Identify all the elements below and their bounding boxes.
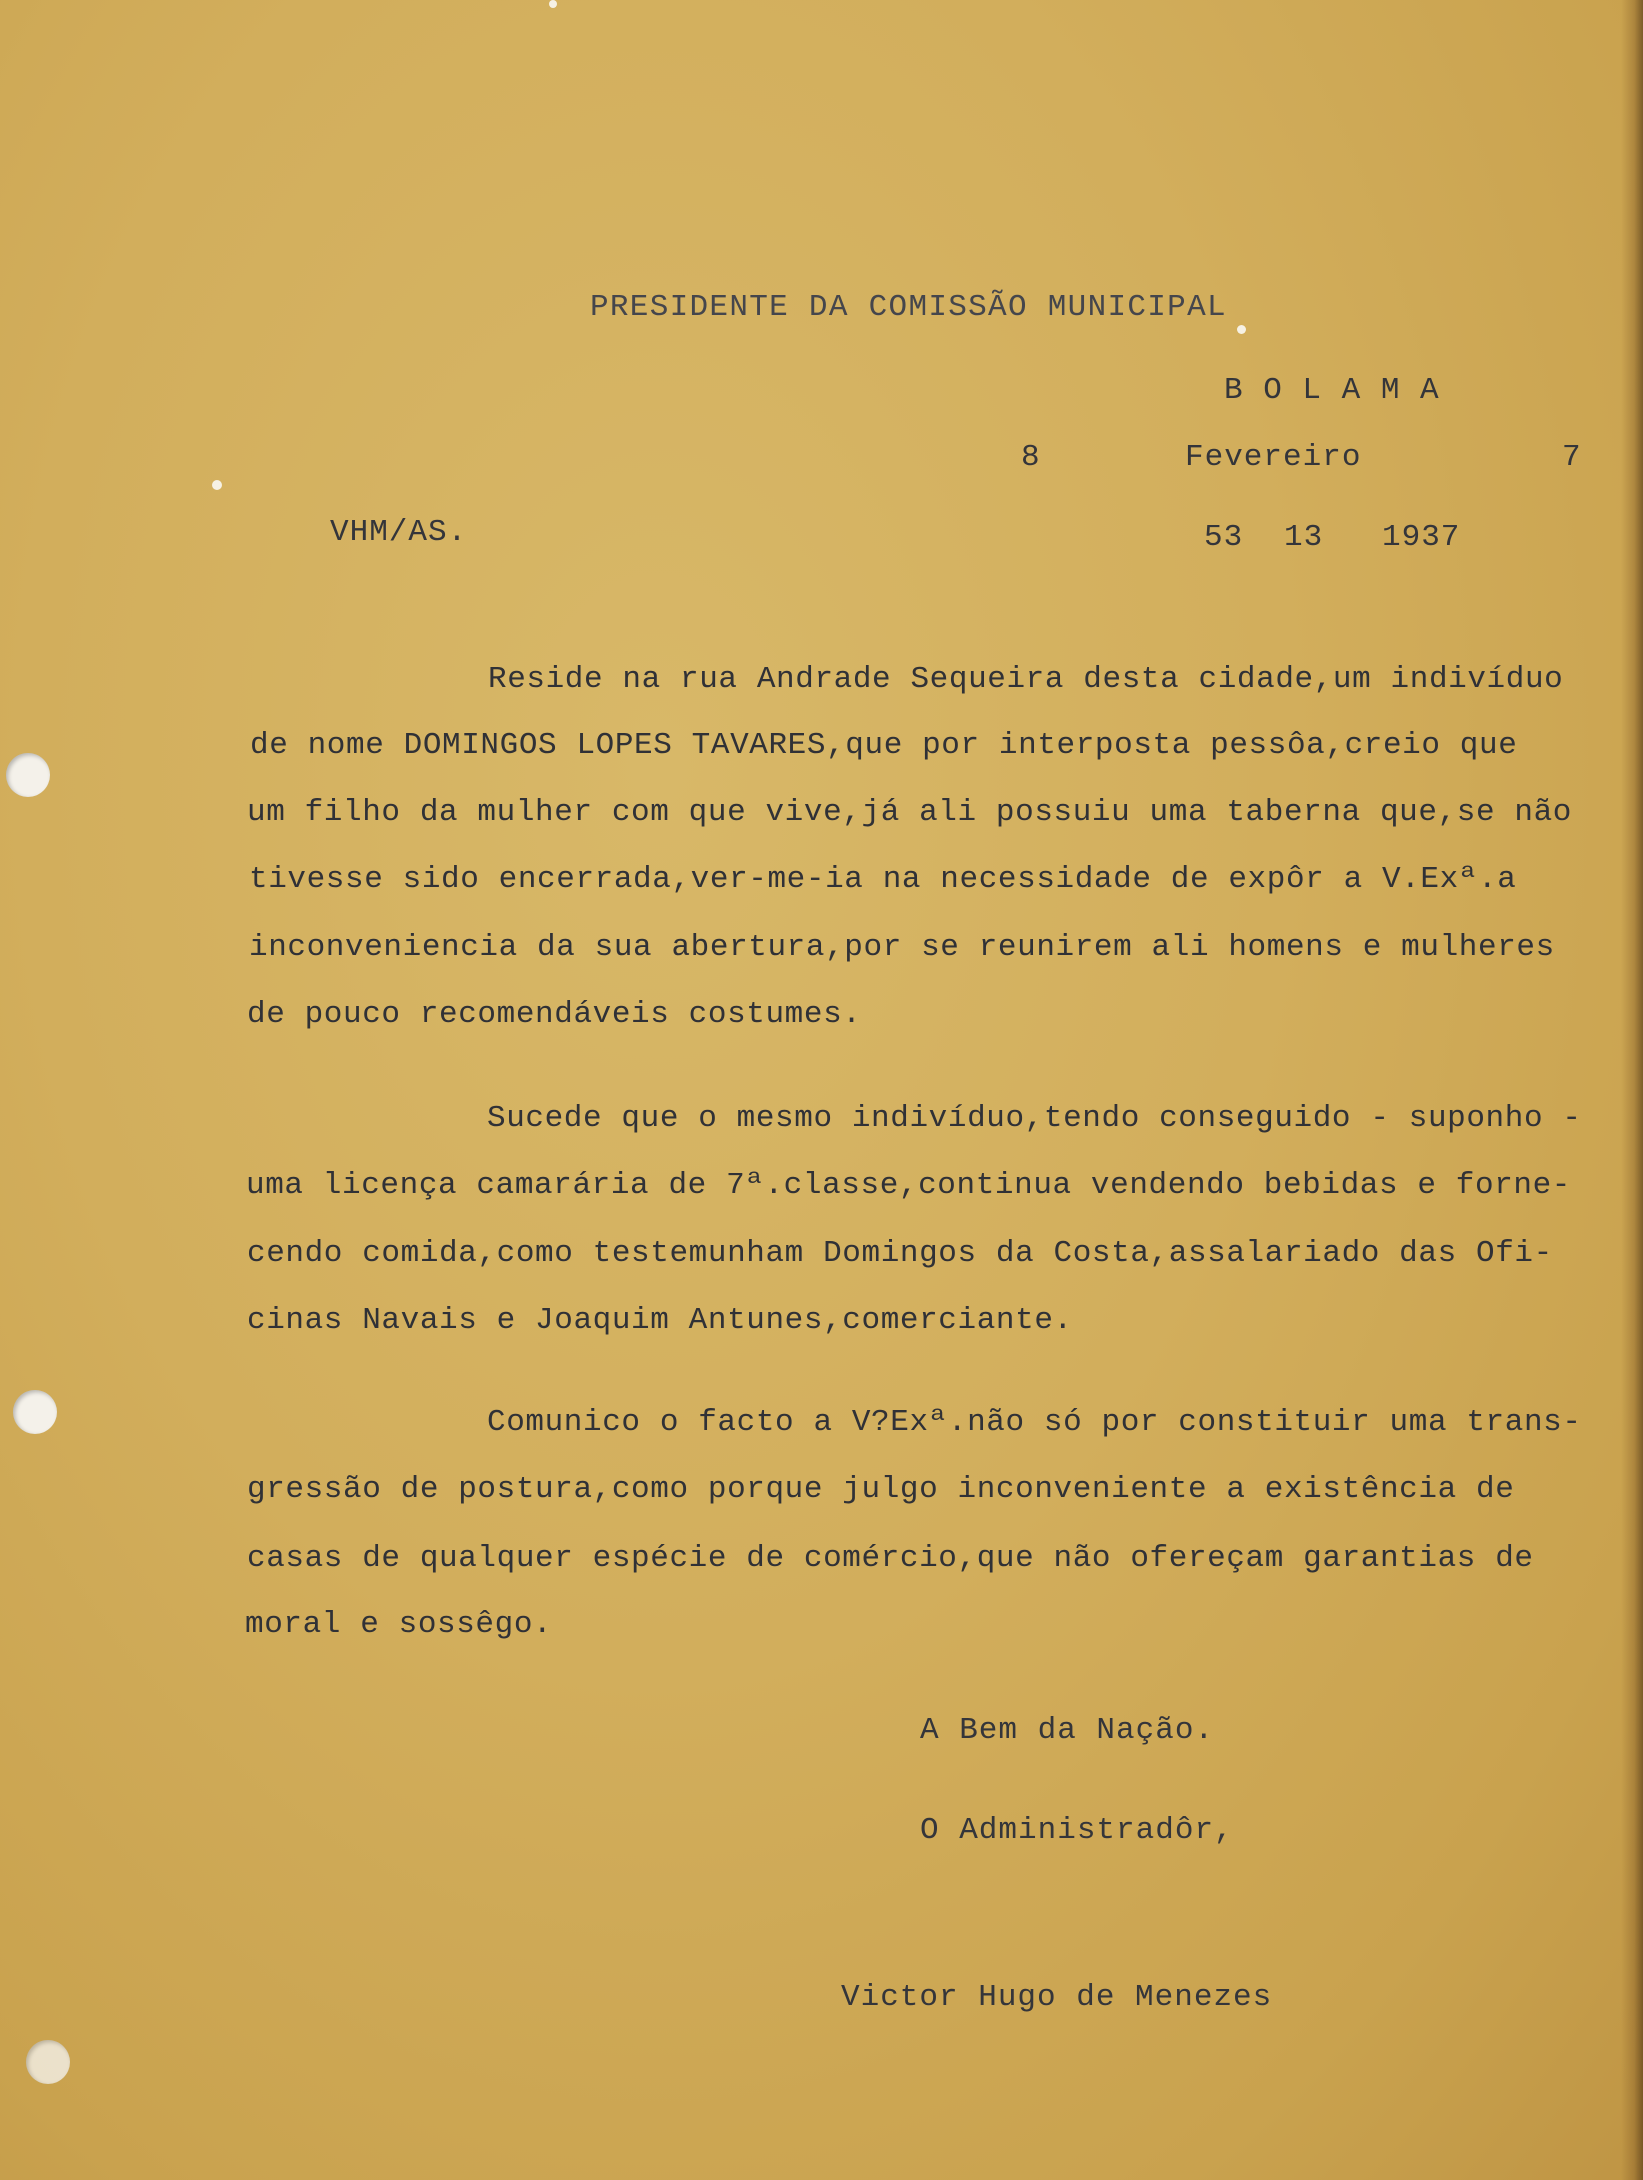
paragraph-1-line-3: um filho da mulher com que vive,já ali possuiu uma taberna que,se não xyxy=(247,795,1573,830)
paragraph-1-line-4: tivesse sido encerrada,ver-me-ia na necessidade de expôr a V.Exª.a xyxy=(249,862,1517,897)
paper-speck xyxy=(549,0,557,8)
date-year-digit: 7 xyxy=(1562,440,1582,475)
punch-hole-middle xyxy=(13,1390,57,1434)
paragraph-2-line-4: cinas Navais e Joaquim Antunes,comerciante. xyxy=(247,1303,1073,1338)
paragraph-3-line-2: gressão de postura,como porque julgo inconveniente a existência de xyxy=(247,1472,1515,1507)
paragraph-2-line-3: cendo comida,como testemunham Domingos da Costa,assalariado das Ofi- xyxy=(247,1236,1553,1271)
date-day: 8 xyxy=(1021,440,1041,475)
paragraph-3-line-1: Comunico o facto a V?Exª.não só por constituir uma trans- xyxy=(487,1405,1582,1440)
closing-salutation: A Bem da Nação. xyxy=(920,1713,1215,1748)
paragraph-1-line-5: inconveniencia da sua abertura,por se reunirem ali homens e mulheres xyxy=(249,930,1555,965)
paragraph-2-line-2: uma licença camarária de 7ª.classe,continua vendendo bebidas e forne- xyxy=(246,1168,1572,1203)
paragraph-1-line-2: de nome DOMINGOS LOPES TAVARES,que por interposta pessôa,creio que xyxy=(250,728,1518,763)
signatory-title: O Administradôr, xyxy=(920,1813,1234,1848)
punch-hole-top xyxy=(6,753,50,797)
paragraph-2-line-1: Sucede que o mesmo indivíduo,tendo conseguido - suponho - xyxy=(487,1101,1582,1136)
addressee-line: PRESIDENTE DA COMISSÃO MUNICIPAL xyxy=(590,290,1227,325)
signatory-name: Victor Hugo de Menezes xyxy=(841,1980,1273,2015)
date-number-a: 53 xyxy=(1204,520,1244,555)
paragraph-3-line-4: moral e sossêgo. xyxy=(245,1607,553,1642)
reference-code: VHM/AS. xyxy=(330,515,468,550)
paragraph-3-line-3: casas de qualquer espécie de comércio,que não ofereçam garantias de xyxy=(247,1541,1534,1576)
paper-speck xyxy=(1237,325,1246,334)
date-number-b: 13 xyxy=(1284,520,1324,555)
paragraph-1-line-6: de pouco recomendáveis costumes. xyxy=(247,997,862,1032)
date-month: Fevereiro xyxy=(1185,440,1362,475)
paragraph-1-line-1: Reside na rua Andrade Sequeira desta cidade,um indivíduo xyxy=(488,662,1564,697)
date-year: 1937 xyxy=(1382,520,1461,555)
page-edge-shadow xyxy=(1621,0,1643,2180)
place-name: B O L A M A xyxy=(1224,373,1440,408)
paper-speck xyxy=(212,480,222,490)
punch-hole-bottom xyxy=(26,2040,70,2084)
